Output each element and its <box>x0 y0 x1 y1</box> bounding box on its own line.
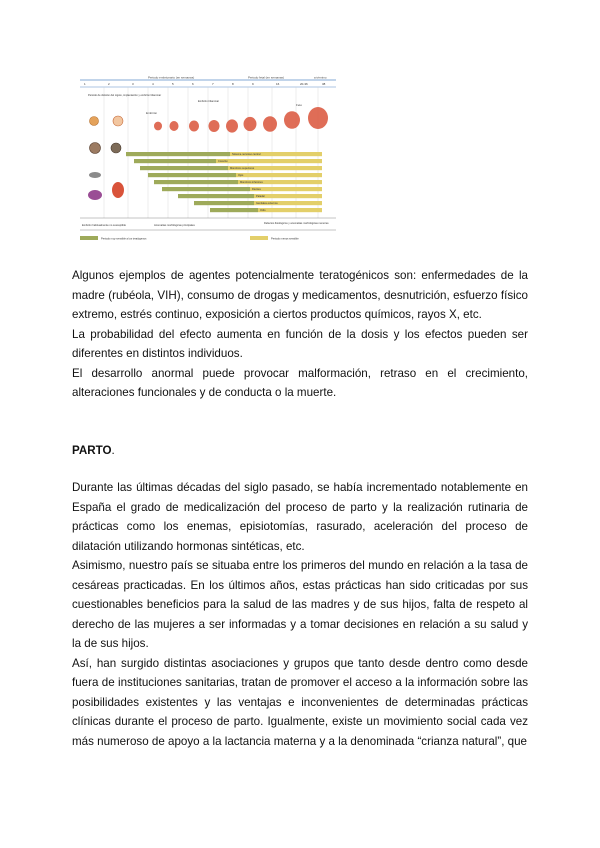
week-number: 7 <box>212 82 214 86</box>
teratogen-sensitivity-figure <box>78 74 340 244</box>
implantation-drawing <box>90 143 101 154</box>
sensitive-bar <box>134 159 216 163</box>
week-number: 38 <box>322 82 326 86</box>
less-sensitive-bar <box>250 187 322 191</box>
embryo-stages <box>154 107 328 133</box>
week-number-row <box>84 82 326 86</box>
footer-mid: Anomalías morfológicas principales <box>154 224 195 227</box>
bilaminar-drawing <box>111 143 121 153</box>
organ-label: Miembros superiores <box>230 167 255 171</box>
sensitive-bar <box>140 166 228 170</box>
embryo-drawing <box>263 116 277 131</box>
heading-period: . <box>111 444 115 457</box>
sensitive-bar <box>178 194 254 198</box>
embryo-section-drawing <box>112 182 124 198</box>
paragraph: Asimismo, nuestro país se situaba entre los primeros del mundo en relación a la tasa de cesáreas practicadas. En los últimos años, estas prácticas han sido criticadas por sus cuestionables beneficios para la salud de las madres y de sus hijos, falta de respeto al derecho de las mujeres a ser informadas y a tomar decisiones en relación a su salud y la de sus hijos. <box>72 559 528 650</box>
less-sensitive-bar <box>258 208 322 212</box>
teratogen-paragraphs <box>72 266 528 403</box>
sensitive-bar <box>148 173 236 177</box>
week-number: 9 <box>252 82 254 86</box>
caption-mid: Embrión trilaminar <box>198 100 220 103</box>
footer-right: Defectos fisiológicos y anomalías morfológicas menores <box>264 222 329 225</box>
less-sensitive-bar <box>216 159 322 163</box>
less-sensitive-bar <box>236 173 322 177</box>
paragraph: Durante las últimas décadas del siglo pasado, se había incrementado notablemente en España el grado de medicalización del proceso de parto y la realización rutinaria de prácticas como los enemas, episiotomías, rasurado, aceleración del proceso de dilatación utilizando hormonas sintéticas, etc. <box>72 481 528 553</box>
legend-label-less-sensitive: Periodo menos sensible <box>271 237 299 241</box>
legend-swatch-less-sensitive <box>250 236 268 240</box>
embryo-drawing <box>154 122 162 131</box>
paragraph: Algunos ejemplos de agentes potencialmente teratogénicos son: enfermedades de la madre (rubéola, VIH), consumo de drogas y medicamentos, desnutrición, esfuerzo físico extremo, estrés continuo, exposición a ciertos productos químicos, rayos X, etc. <box>72 269 528 321</box>
blastocyst-drawing <box>113 116 123 126</box>
week-number: 20-36 <box>300 82 308 86</box>
organ-label: Paladar <box>256 195 265 199</box>
organ-label: Oído <box>260 209 266 213</box>
sensitive-bar <box>162 187 250 191</box>
sensitivity-bars <box>126 152 322 212</box>
section-heading <box>72 441 115 461</box>
paragraph: La probabilidad del efecto aumenta en función de la dosis y los efectos pueden ser diferentes en distintos individuos. <box>72 327 528 360</box>
embryo-drawing <box>209 120 220 132</box>
sensitive-bar <box>126 152 230 156</box>
figure-svg <box>78 74 340 244</box>
week-number: 1 <box>84 82 86 86</box>
week-number: 6 <box>192 82 194 86</box>
caption-left: Periodo de división del cigoto, implantación y embrión bilaminar <box>88 94 162 97</box>
embryo-drawing <box>170 121 179 131</box>
organ-label: Dientes <box>252 188 261 192</box>
paragraph: El desarrollo anormal puede provocar malformación, retraso en el crecimiento, alteraciones funcionales y de conducta o la muerte. <box>72 366 528 399</box>
organ-label: Miembros inferiores <box>240 181 263 185</box>
disc-drawing <box>89 172 101 178</box>
week-number: 8 <box>232 82 234 86</box>
organ-label: Genitales externos <box>256 202 278 206</box>
paragraph: Así, han surgido distintas asociaciones y grupos que tanto desde dentro como desde fuera de instituciones sanitarias, tratan de promover el acceso a la información sobre las posibilidades existentes y las ventajas e inconvenientes de determinadas prácticas clínicas durante el proceso de parto. Igualmente, existe un movimiento social cada vez más numeroso de apoyo a la lactancia materna y a la denominada “crianza natural”, que <box>72 656 528 748</box>
embryo-drawing <box>189 121 199 132</box>
embryo-drawing <box>244 117 257 131</box>
organ-label: Ojos <box>238 174 244 178</box>
stage-label-embryo: Embrión <box>146 111 158 115</box>
week-number: 5 <box>172 82 174 86</box>
sensitive-bar <box>194 201 254 205</box>
period-label-fetal: Periodo fetal (en semanas) <box>248 75 285 80</box>
week-number: 16 <box>276 82 280 86</box>
week-number: 4 <box>152 82 154 86</box>
legend-swatch-sensitive <box>80 236 98 240</box>
week-number: 2 <box>108 82 110 86</box>
embryo-drawing <box>308 107 328 129</box>
period-label-embryonic: Periodo embrionario (en semanas) <box>148 75 195 80</box>
sensitive-bar <box>210 208 258 212</box>
period-label-term: a término <box>314 75 327 80</box>
organ-label: Corazón <box>218 160 228 164</box>
footer-left: Embrión habitualmente no susceptible <box>82 224 126 227</box>
parto-paragraphs <box>72 478 528 751</box>
stage-label-fetus: Feto <box>296 103 303 107</box>
legend-label-sensitive: Periodo muy sensible a los teratógenos <box>101 237 147 241</box>
week-number: 3 <box>132 82 134 86</box>
morula-drawing <box>90 117 99 126</box>
heading-text: PARTO <box>72 444 112 457</box>
trilaminar-drawing <box>88 190 102 200</box>
sensitive-bar <box>154 180 238 184</box>
organ-label: Sistema nervioso central <box>232 153 261 157</box>
embryo-drawing <box>226 119 238 132</box>
embryo-drawing <box>284 111 300 129</box>
